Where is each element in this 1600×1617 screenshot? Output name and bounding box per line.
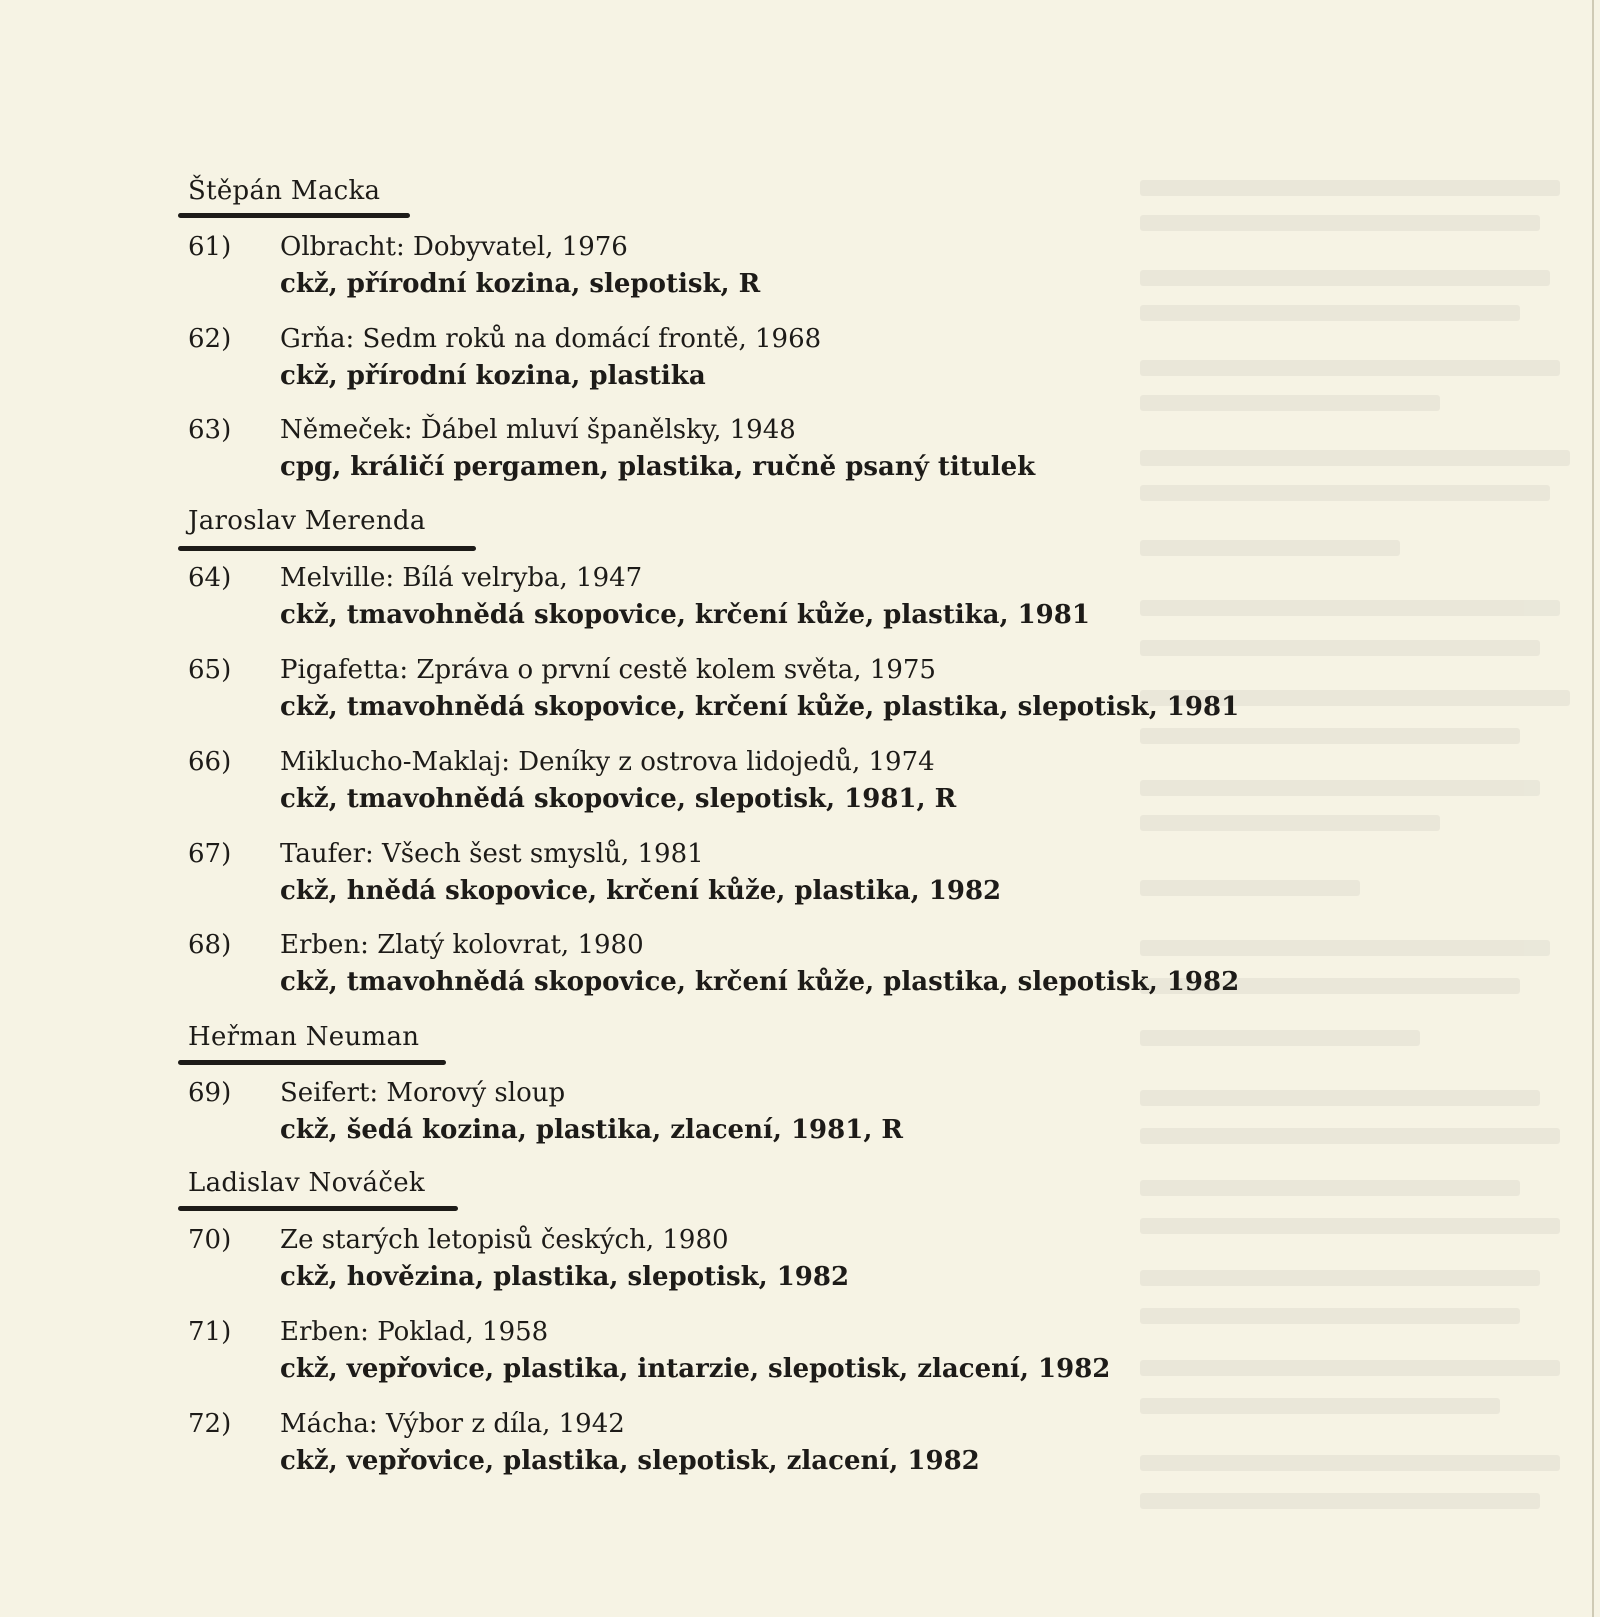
page-edge: [1592, 0, 1594, 1617]
show-through-text: [1140, 0, 1600, 1617]
entry-description: ckž, vepřovice, plastika, intarzie, slepotisk, zlacení, 1982: [280, 1354, 1111, 1384]
entry-number: 70): [188, 1225, 232, 1255]
list-item: [188, 229, 760, 303]
entry-number: 68): [188, 930, 232, 960]
entry-number: 71): [188, 1317, 232, 1347]
section-heading: Jaroslav Merenda: [188, 506, 426, 536]
entry-description: ckž, tmavohnědá skopovice, krčení kůže, plastika, 1981: [280, 600, 1090, 630]
entry-number: 72): [188, 1409, 232, 1439]
list-item: [188, 1314, 1110, 1388]
section-heading: Štěpán Macka: [188, 176, 381, 206]
list-item: [188, 1075, 903, 1149]
entry-title: Seifert: Morový sloup: [280, 1078, 566, 1108]
list-item: [188, 652, 1239, 726]
entry-description: ckž, tmavohnědá skopovice, slepotisk, 1981, R: [280, 784, 957, 814]
entry-description: ckž, vepřovice, plastika, slepotisk, zlacení, 1982: [280, 1446, 980, 1476]
entry-title: Olbracht: Dobyvatel, 1976: [280, 232, 628, 262]
entry-number: 63): [188, 415, 232, 445]
entry-title: Melville: Bílá velryba, 1947: [280, 563, 643, 593]
entry-description: ckž, šedá kozina, plastika, zlacení, 1981, R: [280, 1115, 904, 1145]
list-item: [188, 1406, 980, 1480]
section-underline: [178, 213, 410, 218]
entry-number: 66): [188, 747, 232, 777]
entry-description: ckž, hnědá skopovice, krčení kůže, plastika, 1982: [280, 876, 1002, 906]
entry-title: Ze starých letopisů českých, 1980: [280, 1225, 729, 1255]
entry-title: Pigafetta: Zpráva o první cestě kolem světa, 1975: [280, 655, 936, 685]
list-item: [188, 744, 956, 818]
entry-title: Grňa: Sedm roků na domácí frontě, 1968: [280, 324, 822, 354]
entry-number: 62): [188, 324, 232, 354]
section-underline: [178, 1060, 446, 1065]
entry-number: 67): [188, 839, 232, 869]
entry-title: Miklucho-Maklaj: Deníky z ostrova lidojedů, 1974: [280, 747, 935, 777]
entry-title: Mácha: Výbor z díla, 1942: [280, 1409, 625, 1439]
section-heading: Heřman Neuman: [188, 1022, 420, 1052]
entry-description: cpg, králičí pergamen, plastika, ručně psaný titulek: [280, 452, 1036, 482]
entry-title: Erben: Zlatý kolovrat, 1980: [280, 930, 644, 960]
entry-number: 69): [188, 1078, 232, 1108]
list-item: [188, 1222, 849, 1296]
entry-number: 64): [188, 563, 232, 593]
list-item: [188, 927, 1239, 1001]
section-heading: Ladislav Nováček: [188, 1168, 425, 1198]
entry-description: ckž, hovězina, plastika, slepotisk, 1982: [280, 1262, 850, 1292]
entry-title: Erben: Poklad, 1958: [280, 1317, 549, 1347]
section-underline: [178, 1206, 458, 1211]
entry-description: ckž, tmavohnědá skopovice, krčení kůže, plastika, slepotisk, 1982: [280, 967, 1240, 997]
entry-description: ckž, přírodní kozina, slepotisk, R: [280, 269, 761, 299]
list-item: [188, 412, 1035, 486]
entry-title: Taufer: Všech šest smyslů, 1981: [280, 839, 704, 869]
entry-description: ckž, tmavohnědá skopovice, krčení kůže, plastika, slepotisk, 1981: [280, 692, 1240, 722]
list-item: [188, 836, 1001, 910]
entry-description: ckž, přírodní kozina, plastika: [280, 361, 706, 391]
section-underline: [178, 546, 476, 551]
list-item: [188, 321, 821, 395]
entry-title: Němeček: Ďábel mluví španělsky, 1948: [280, 415, 796, 445]
entry-number: 61): [188, 232, 232, 262]
entry-number: 65): [188, 655, 232, 685]
list-item: [188, 560, 1090, 634]
